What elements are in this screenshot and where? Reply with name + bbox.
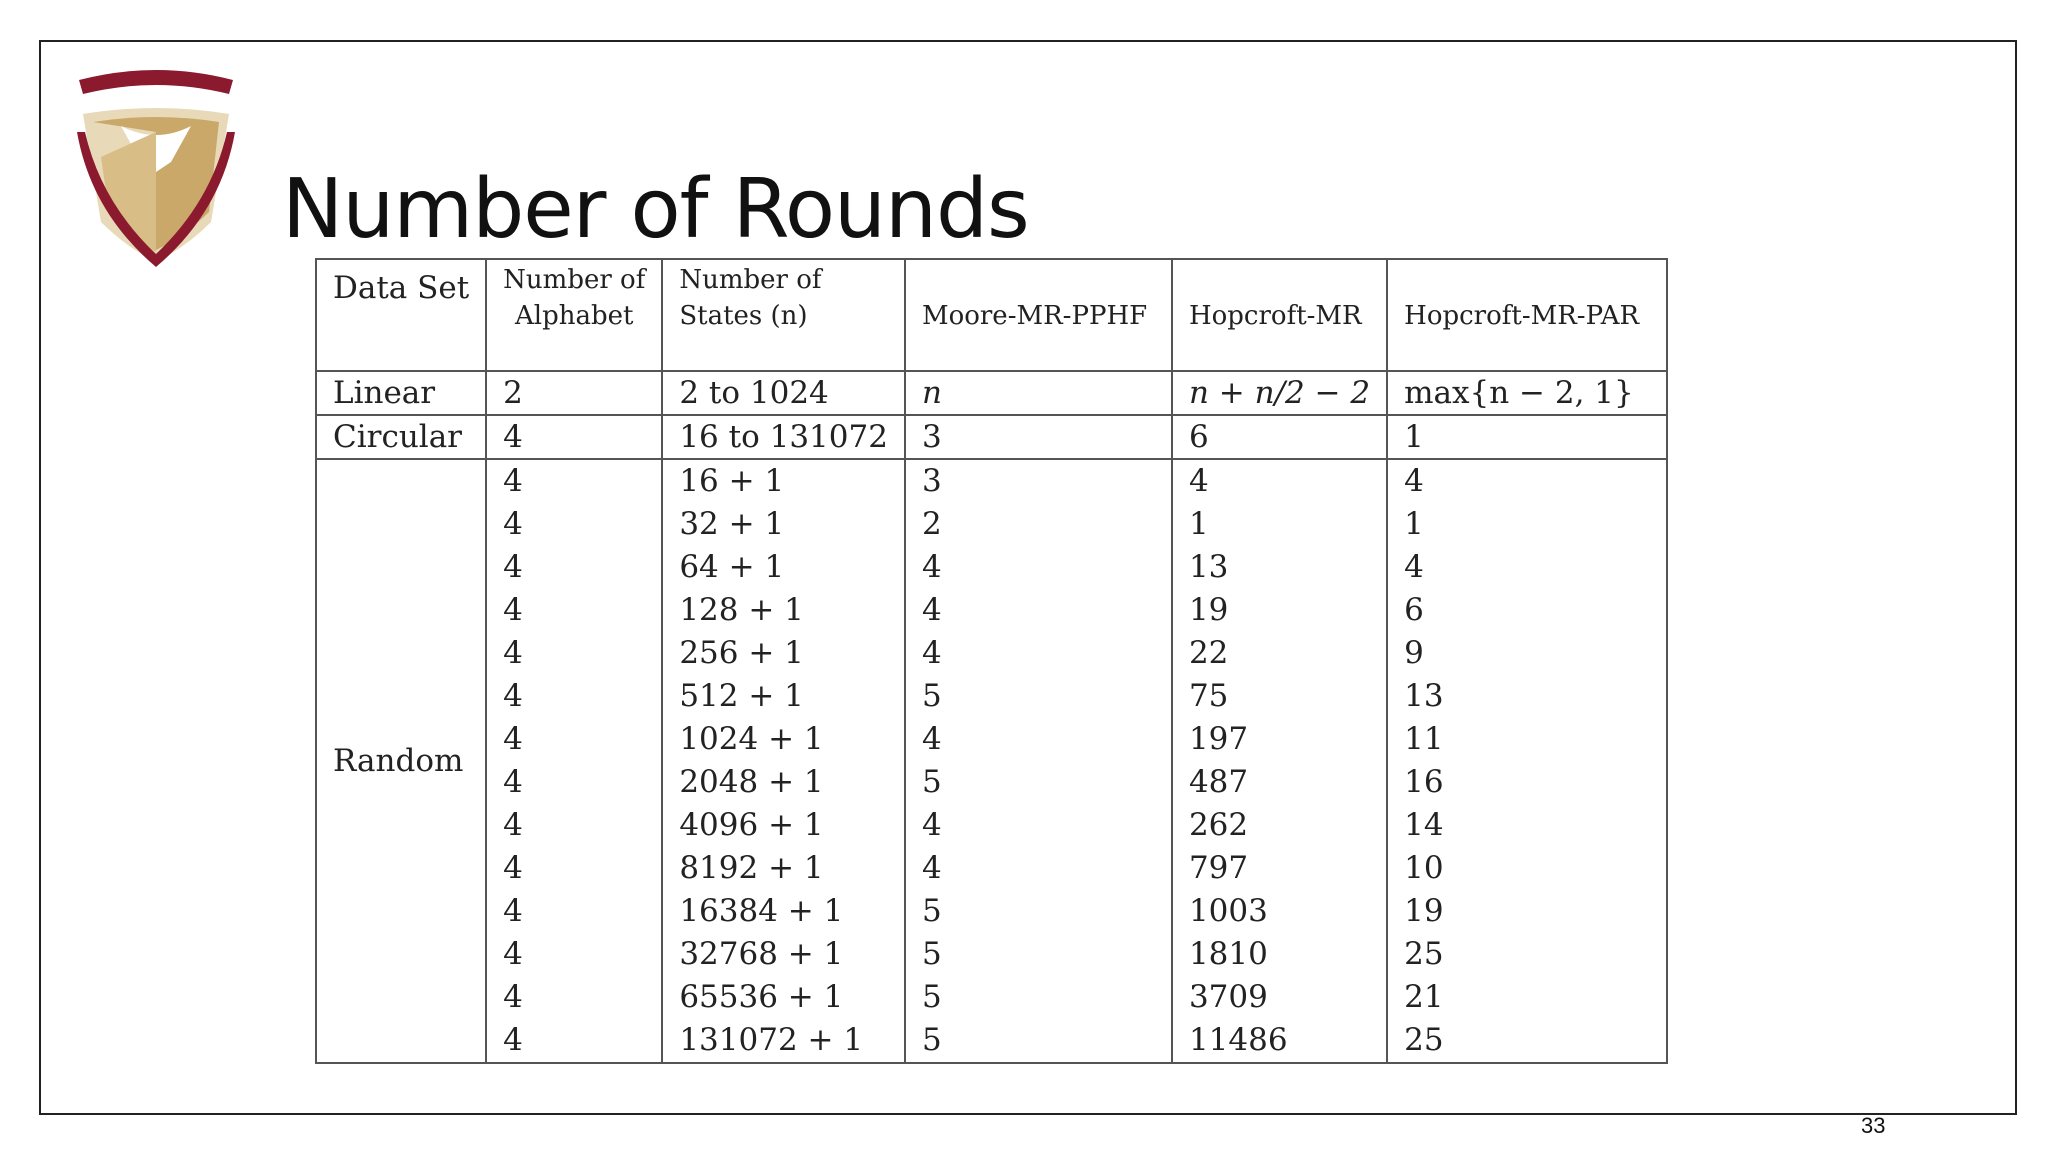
cell-alphabet: 4 <box>486 589 662 632</box>
cell-states: 1024 + 1 <box>662 718 905 761</box>
table-row <box>316 933 1667 976</box>
cell-hopcroft-par: 1 <box>1387 415 1667 459</box>
cell-hopcroft: 1 <box>1172 503 1387 546</box>
cell-states: 128 + 1 <box>662 589 905 632</box>
cell-hopcroft-par: 16 <box>1387 761 1667 804</box>
table-row <box>316 804 1667 847</box>
cell-hopcroft-par: 14 <box>1387 804 1667 847</box>
table-row <box>316 675 1667 718</box>
table-row <box>316 632 1667 675</box>
table-row <box>316 459 1667 503</box>
cell-moore: 4 <box>905 804 1172 847</box>
cell-hopcroft-par: 13 <box>1387 675 1667 718</box>
cell-hopcroft: 13 <box>1172 546 1387 589</box>
table-row <box>316 589 1667 632</box>
header-alphabet-line2: Alphabet <box>515 301 634 331</box>
cell-moore: 5 <box>905 976 1172 1019</box>
header-hopcroft-par: Hopcroft-MR-PAR <box>1387 259 1667 371</box>
table-row <box>316 503 1667 546</box>
cell-alphabet: 4 <box>486 890 662 933</box>
cell-hopcroft: 3709 <box>1172 976 1387 1019</box>
cell-moore: 5 <box>905 675 1172 718</box>
table-row <box>316 546 1667 589</box>
cell-moore: 5 <box>905 890 1172 933</box>
table-row <box>316 976 1667 1019</box>
cell-data-set: Linear <box>316 371 486 415</box>
cell-moore: 3 <box>905 415 1172 459</box>
cell-states: 256 + 1 <box>662 632 905 675</box>
cell-hopcroft: 487 <box>1172 761 1387 804</box>
table-row <box>316 847 1667 890</box>
shield-emblem-icon <box>71 62 241 272</box>
cell-hopcroft-par: 25 <box>1387 1019 1667 1063</box>
cell-hopcroft: 19 <box>1172 589 1387 632</box>
cell-hopcroft: 797 <box>1172 847 1387 890</box>
cell-hopcroft: 197 <box>1172 718 1387 761</box>
cell-hopcroft: 75 <box>1172 675 1387 718</box>
table-row-circular <box>316 415 1667 459</box>
cell-states: 2048 + 1 <box>662 761 905 804</box>
cell-alphabet: 2 <box>486 371 662 415</box>
cell-alphabet: 4 <box>486 718 662 761</box>
cell-alphabet: 4 <box>486 761 662 804</box>
random-rows <box>316 459 1667 1063</box>
cell-moore: 5 <box>905 933 1172 976</box>
header-moore: Moore-MR-PPHF <box>905 259 1172 371</box>
cell-moore: 5 <box>905 761 1172 804</box>
header-alphabet-line1: Number of <box>503 265 646 295</box>
cell-hopcroft-par: 6 <box>1387 589 1667 632</box>
cell-hopcroft-par: max{n − 2, 1} <box>1387 371 1667 415</box>
table-header-row <box>316 259 1667 371</box>
rounds-table <box>315 258 1668 1064</box>
cell-moore: 5 <box>905 1019 1172 1063</box>
cell-hopcroft: 1810 <box>1172 933 1387 976</box>
cell-alphabet: 4 <box>486 1019 662 1063</box>
cell-states: 32 + 1 <box>662 503 905 546</box>
cell-hopcroft: 262 <box>1172 804 1387 847</box>
cell-hopcroft: 6 <box>1172 415 1387 459</box>
cell-hopcroft-par: 11 <box>1387 718 1667 761</box>
cell-states: 8192 + 1 <box>662 847 905 890</box>
table-row <box>316 890 1667 933</box>
cell-hopcroft: n + n/2 − 2 <box>1172 371 1387 415</box>
cell-alphabet: 4 <box>486 976 662 1019</box>
cell-moore: 4 <box>905 589 1172 632</box>
cell-alphabet: 4 <box>486 804 662 847</box>
cell-states: 16384 + 1 <box>662 890 905 933</box>
cell-states: 4096 + 1 <box>662 804 905 847</box>
cell-states: 64 + 1 <box>662 546 905 589</box>
table-row <box>316 761 1667 804</box>
cell-alphabet: 4 <box>486 415 662 459</box>
cell-moore: 4 <box>905 847 1172 890</box>
header-data-set: Data Set <box>316 259 486 371</box>
cell-hopcroft: 1003 <box>1172 890 1387 933</box>
cell-alphabet: 4 <box>486 632 662 675</box>
cell-hopcroft: 22 <box>1172 632 1387 675</box>
cell-alphabet: 4 <box>486 675 662 718</box>
header-states-line1: Number of <box>679 265 822 295</box>
header-states-line2: States (n) <box>679 301 808 331</box>
cell-hopcroft: 4 <box>1172 459 1387 503</box>
cell-data-set-random: Random <box>316 459 486 1063</box>
cell-moore: 4 <box>905 718 1172 761</box>
cell-hopcroft-par: 10 <box>1387 847 1667 890</box>
cell-moore: 4 <box>905 546 1172 589</box>
table-row <box>316 1019 1667 1063</box>
cell-hopcroft-par: 4 <box>1387 546 1667 589</box>
cell-hopcroft-par: 1 <box>1387 503 1667 546</box>
page-number: 33 <box>1861 1113 1886 1138</box>
cell-states: 2 to 1024 <box>662 371 905 415</box>
cell-states: 512 + 1 <box>662 675 905 718</box>
cell-states: 32768 + 1 <box>662 933 905 976</box>
cell-states: 16 + 1 <box>662 459 905 503</box>
table-row <box>316 718 1667 761</box>
page-title: Number of Rounds <box>282 162 1029 257</box>
cell-states: 16 to 131072 <box>662 415 905 459</box>
cell-hopcroft-par: 19 <box>1387 890 1667 933</box>
cell-alphabet: 4 <box>486 546 662 589</box>
cell-hopcroft-par: 25 <box>1387 933 1667 976</box>
cell-hopcroft-par: 21 <box>1387 976 1667 1019</box>
cell-moore: 2 <box>905 503 1172 546</box>
cell-hopcroft: 11486 <box>1172 1019 1387 1063</box>
cell-moore: 4 <box>905 632 1172 675</box>
cell-hopcroft-par: 9 <box>1387 632 1667 675</box>
cell-alphabet: 4 <box>486 503 662 546</box>
cell-moore: n <box>905 371 1172 415</box>
header-states <box>662 259 905 371</box>
cell-hopcroft-par: 4 <box>1387 459 1667 503</box>
cell-alphabet: 4 <box>486 459 662 503</box>
cell-moore: 3 <box>905 459 1172 503</box>
header-alphabet <box>486 259 662 371</box>
cell-states: 131072 + 1 <box>662 1019 905 1063</box>
cell-data-set: Circular <box>316 415 486 459</box>
cell-alphabet: 4 <box>486 847 662 890</box>
cell-alphabet: 4 <box>486 933 662 976</box>
header-hopcroft: Hopcroft-MR <box>1172 259 1387 371</box>
cell-states: 65536 + 1 <box>662 976 905 1019</box>
table-row-linear <box>316 371 1667 415</box>
